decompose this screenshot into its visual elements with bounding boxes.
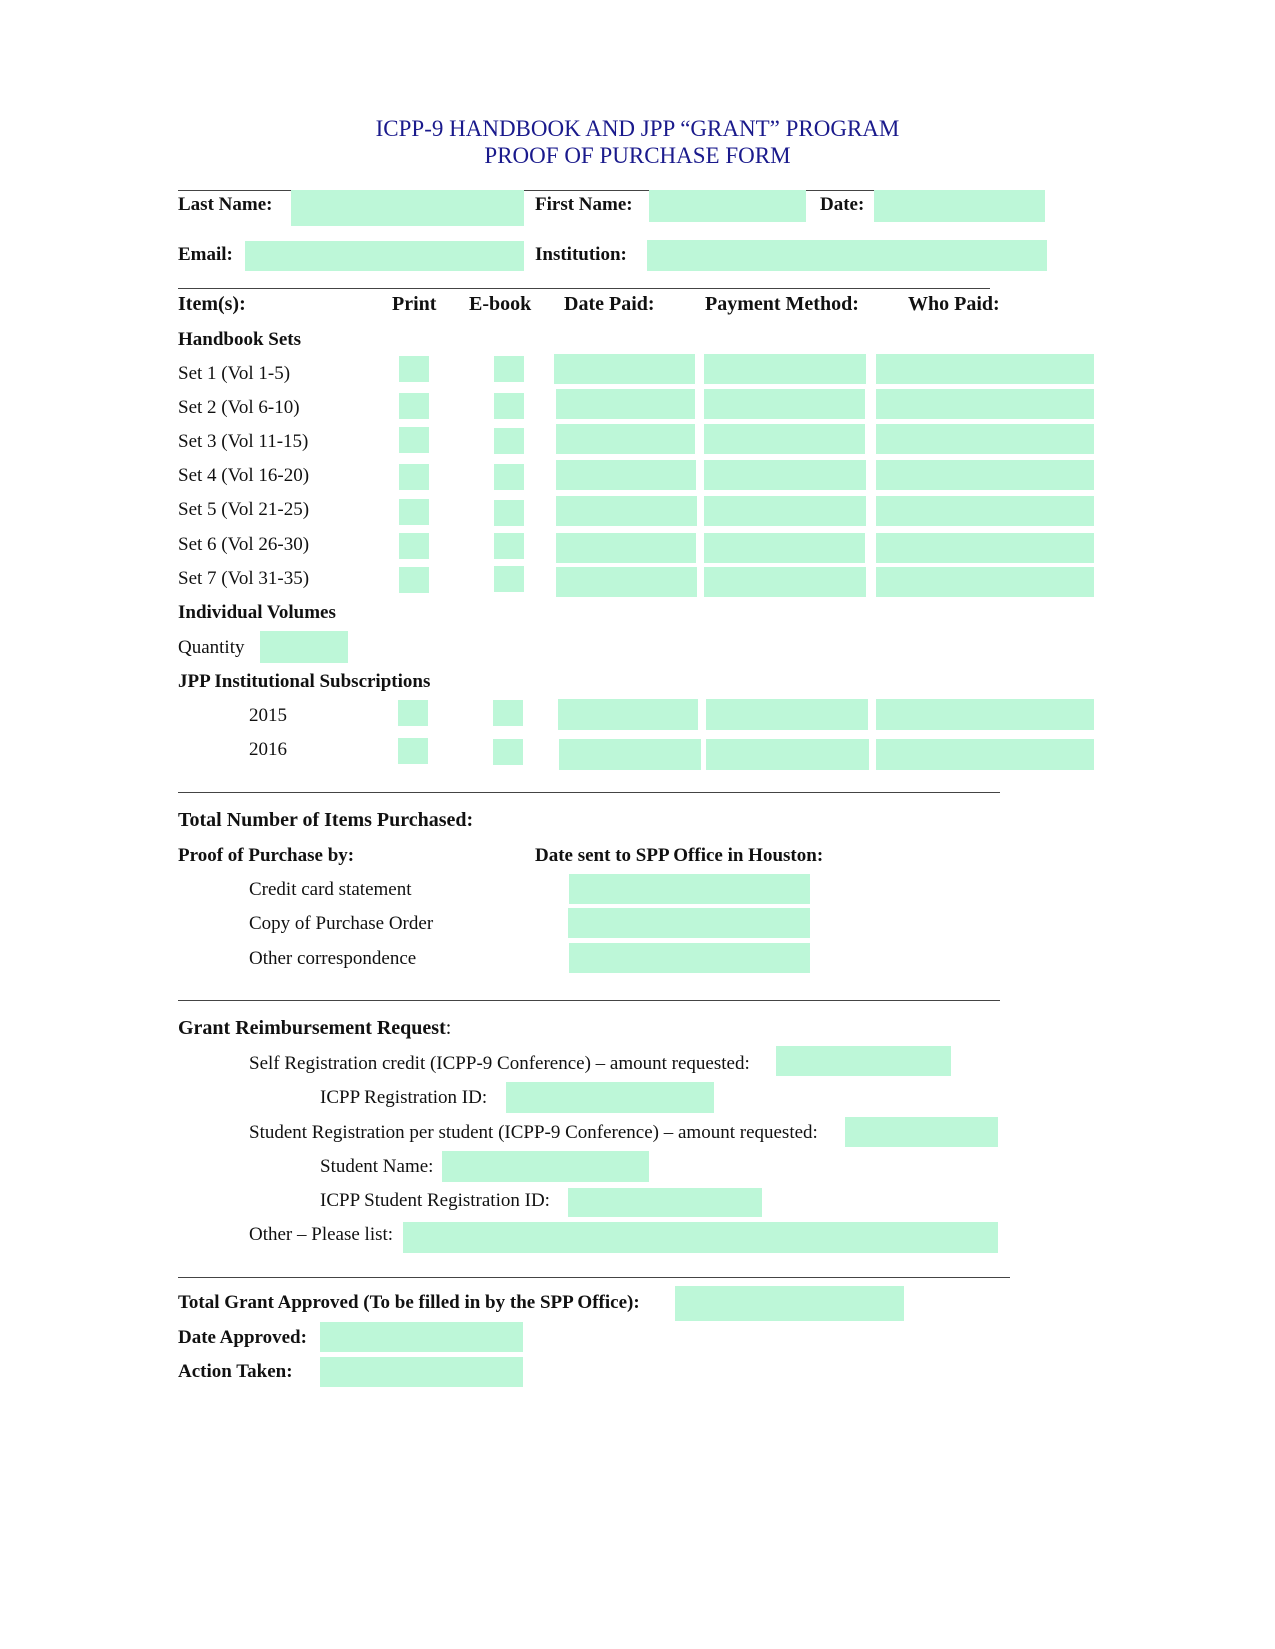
set4-who-paid-field[interactable] xyxy=(876,460,1094,490)
set7-who-paid-field[interactable] xyxy=(876,567,1094,597)
jpp2015-ebook-checkbox[interactable] xyxy=(493,700,523,726)
set-label: Set 6 (Vol 26-30) xyxy=(178,534,310,555)
set1-print-checkbox[interactable] xyxy=(399,356,429,382)
last-name-label: Last Name: xyxy=(178,194,273,215)
icpp-registration-id-field[interactable] xyxy=(506,1082,714,1113)
student-name-label: Student Name: xyxy=(320,1156,434,1177)
self-registration-label: Self Registration credit (ICPP-9 Conference) – amount requested: xyxy=(249,1053,750,1074)
set4-print-checkbox[interactable] xyxy=(399,464,429,490)
student-registration-label: Student Registration per student (ICPP-9 Conference) – amount requested: xyxy=(249,1122,818,1143)
email-label: Email: xyxy=(178,244,233,265)
total-grant-approved-label: Total Grant Approved (To be filled in by the SPP Office): xyxy=(178,1292,640,1313)
set3-payment-method-field[interactable] xyxy=(704,424,865,454)
date-paid-column-header: Date Paid: xyxy=(564,293,655,315)
institution-field[interactable] xyxy=(647,240,1047,271)
divider xyxy=(178,1277,1010,1278)
other-list-field[interactable] xyxy=(403,1222,998,1253)
institution-label: Institution: xyxy=(535,244,627,265)
jpp2015-print-checkbox[interactable] xyxy=(398,700,428,726)
jpp2016-who-paid-field[interactable] xyxy=(876,739,1094,770)
student-name-field[interactable] xyxy=(442,1151,649,1182)
set5-date-paid-field[interactable] xyxy=(556,496,697,526)
date-label: Date: xyxy=(820,194,865,215)
action-taken-field[interactable] xyxy=(320,1357,523,1387)
form-title: ICPP-9 HANDBOOK AND JPP “GRANT” PROGRAM xyxy=(375,116,900,141)
jpp2016-ebook-checkbox[interactable] xyxy=(493,739,523,765)
jpp2016-date-paid-field[interactable] xyxy=(559,739,701,770)
set5-payment-method-field[interactable] xyxy=(704,496,866,526)
print-column-header: Print xyxy=(392,293,437,315)
icpp-registration-id-label: ICPP Registration ID: xyxy=(320,1087,488,1108)
who-paid-column-header: Who Paid: xyxy=(908,293,1000,315)
date-sent-label: Date sent to SPP Office in Houston: xyxy=(535,845,824,866)
set2-payment-method-field[interactable] xyxy=(704,389,865,419)
self-registration-amount-field[interactable] xyxy=(776,1046,951,1076)
set1-date-paid-field[interactable] xyxy=(554,354,695,384)
divider xyxy=(178,792,1000,793)
set-label: Set 5 (Vol 21-25) xyxy=(178,499,310,520)
set7-payment-method-field[interactable] xyxy=(704,567,866,597)
divider xyxy=(178,288,990,289)
first-name-field[interactable] xyxy=(649,190,806,222)
payment-method-column-header: Payment Method: xyxy=(705,293,859,315)
jpp2016-payment-method-field[interactable] xyxy=(706,739,869,770)
proof-of-purchase-label: Proof of Purchase by: xyxy=(178,845,355,866)
set6-payment-method-field[interactable] xyxy=(704,533,865,563)
date-approved-field[interactable] xyxy=(320,1322,523,1352)
jpp2015-date-paid-field[interactable] xyxy=(558,699,698,730)
set-label: Set 7 (Vol 31-35) xyxy=(178,568,310,589)
first-name-label: First Name: xyxy=(535,194,633,215)
individual-volumes-heading: Individual Volumes xyxy=(178,602,336,623)
set-label: Set 1 (Vol 1-5) xyxy=(178,363,291,384)
set5-ebook-checkbox[interactable] xyxy=(494,500,524,526)
items-column-header: Item(s): xyxy=(178,293,246,315)
quantity-field[interactable] xyxy=(260,631,348,663)
total-grant-approved-field[interactable] xyxy=(675,1286,904,1321)
date-approved-label: Date Approved: xyxy=(178,1327,307,1348)
total-items-label: Total Number of Items Purchased: xyxy=(178,809,474,831)
year-label: 2016 xyxy=(249,739,287,760)
set3-date-paid-field[interactable] xyxy=(556,424,695,454)
set6-who-paid-field[interactable] xyxy=(876,533,1094,563)
set1-ebook-checkbox[interactable] xyxy=(494,356,524,382)
student-registration-id-label: ICPP Student Registration ID: xyxy=(320,1190,550,1211)
set4-ebook-checkbox[interactable] xyxy=(494,464,524,490)
set3-who-paid-field[interactable] xyxy=(876,424,1094,454)
date-field[interactable] xyxy=(874,190,1045,222)
purchase-order-date-field[interactable] xyxy=(568,908,810,938)
year-label: 2015 xyxy=(249,705,287,726)
set1-who-paid-field[interactable] xyxy=(876,354,1094,384)
set5-who-paid-field[interactable] xyxy=(876,496,1094,526)
set6-date-paid-field[interactable] xyxy=(556,533,696,563)
set3-print-checkbox[interactable] xyxy=(399,427,429,453)
set7-date-paid-field[interactable] xyxy=(556,567,697,597)
student-registration-amount-field[interactable] xyxy=(845,1117,998,1147)
email-field[interactable] xyxy=(245,241,524,271)
student-registration-id-field[interactable] xyxy=(568,1188,762,1217)
jpp2015-payment-method-field[interactable] xyxy=(706,699,868,730)
set5-print-checkbox[interactable] xyxy=(399,499,429,525)
last-name-field[interactable] xyxy=(291,190,524,226)
set-label: Set 4 (Vol 16-20) xyxy=(178,465,310,486)
set-label: Set 3 (Vol 11-15) xyxy=(178,431,309,452)
set7-print-checkbox[interactable] xyxy=(399,567,429,593)
handbook-sets-heading: Handbook Sets xyxy=(178,329,302,350)
set2-print-checkbox[interactable] xyxy=(399,393,429,419)
action-taken-label: Action Taken: xyxy=(178,1361,293,1382)
grant-reimbursement-heading: Grant Reimbursement Request: xyxy=(178,1017,452,1039)
form-subtitle: PROOF OF PURCHASE FORM xyxy=(484,143,791,168)
quantity-label: Quantity xyxy=(178,637,245,658)
set7-ebook-checkbox[interactable] xyxy=(494,566,524,592)
credit-card-date-field[interactable] xyxy=(569,874,810,904)
set2-ebook-checkbox[interactable] xyxy=(494,393,524,419)
divider xyxy=(178,1000,1000,1001)
set1-payment-method-field[interactable] xyxy=(704,354,866,384)
set2-who-paid-field[interactable] xyxy=(876,389,1094,419)
jpp2015-who-paid-field[interactable] xyxy=(876,699,1094,730)
proof-option-label: Copy of Purchase Order xyxy=(249,913,434,934)
set6-ebook-checkbox[interactable] xyxy=(494,533,524,559)
proof-option-label: Other correspondence xyxy=(249,948,417,969)
other-label: Other – Please list: xyxy=(249,1224,394,1245)
other-correspondence-date-field[interactable] xyxy=(569,943,810,973)
jpp2016-print-checkbox[interactable] xyxy=(398,738,428,764)
set4-payment-method-field[interactable] xyxy=(704,460,866,490)
set3-ebook-checkbox[interactable] xyxy=(494,428,524,454)
set2-date-paid-field[interactable] xyxy=(556,389,695,419)
proof-option-label: Credit card statement xyxy=(249,879,412,900)
jpp-subscriptions-heading: JPP Institutional Subscriptions xyxy=(178,671,431,692)
set4-date-paid-field[interactable] xyxy=(556,460,696,490)
set6-print-checkbox[interactable] xyxy=(399,533,429,559)
ebook-column-header: E-book xyxy=(469,293,532,315)
set-label: Set 2 (Vol 6-10) xyxy=(178,397,300,418)
